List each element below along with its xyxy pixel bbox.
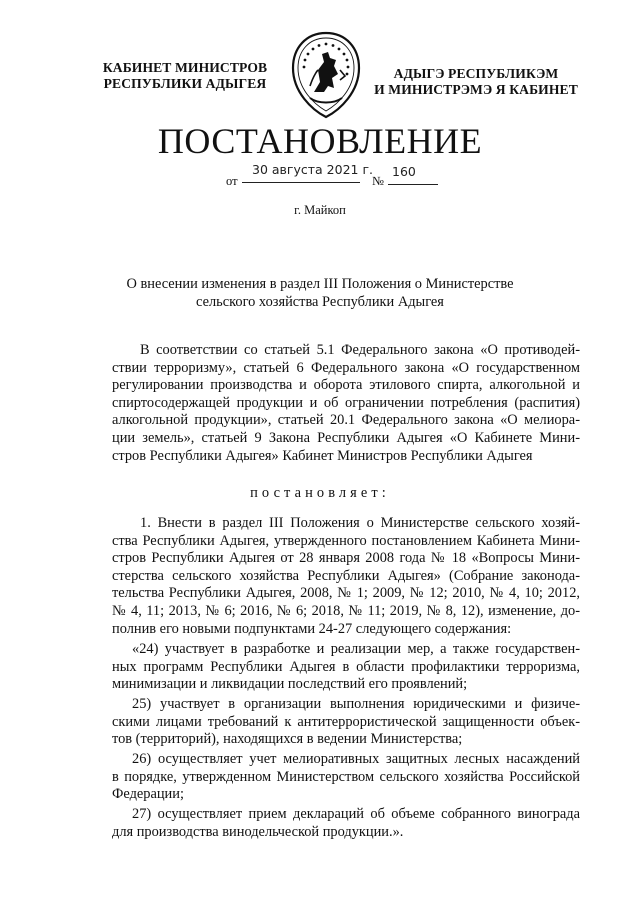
subitem-24-paragraph [112,641,580,694]
document-title: ПОСТАНОВЛЕНИЕ [157,121,483,161]
text-line: В соответствии со статьей 5.1 Федерального закона «О противодей- [140,342,580,358]
text-line: алкогольной продукции», статьей 20.1 Федерального закона «О мелиора- [112,412,580,429]
number-underline [388,184,438,185]
text-line: № 4, 11; 2013, № 6; 2016, № 6; 2018, № 11; 2019, № 8, 12), изменение, до- [112,602,580,619]
issuer-name-line: И МИНИСТРЭМЭ Я КАБИНЕТ [374,82,578,97]
issue-city: г. Майкоп [294,203,346,217]
subject-line: О внесении изменения в раздел III Положения о Министерстве [126,276,514,292]
text-line: тов (территорий), находящихся в ведении Министерства; [112,731,463,748]
text-line: скими лицами требований к антитеррористической защищенности объек- [112,713,580,730]
text-line: ства Республики Адыгея, утвержденного постановлением Кабинета Мини- [112,532,580,549]
item-1-paragraph [112,515,580,638]
text-line: Федерации; [112,786,184,803]
republic-of-adygea-coat-of-arms-icon [288,30,364,120]
text-line: полнив его новыми подпунктами 24-27 следующего содержания: [112,620,512,637]
text-line: ции земель», статьей 9 Закона Республики Адыгея «О Кабинете Мини- [112,429,580,446]
issuer-name-line: РЕСПУБЛИКИ АДЫГЕЯ [103,76,267,91]
text-line: стров Республики Адыгея» Кабинет Министров Республики Адыгея [112,447,533,464]
document-number: 160 [392,164,416,179]
text-line: минимизации и ликвидации последствий его проявлений; [112,676,468,693]
number-label: № [372,174,384,188]
text-line: 25) участвует в организации выполнения юридическими и физиче- [132,696,580,712]
text-line: ствии терроризму», статьей 6 Федерального закона «О государственном [112,359,580,376]
text-line: «24) участвует в разработке и реализации мер, а также государствен- [132,641,580,657]
document-subject [80,276,560,311]
document-date: 30 августа 2021 г. [252,162,373,177]
subitem-27-paragraph [112,806,580,841]
subitem-26-paragraph [112,751,580,804]
resolves-word: постановляет: [250,485,390,501]
issuer-name-russian [100,60,270,92]
text-line: тельства Республики Адыгея, 2008, № 1; 2009, № 12; 2010, № 4, 10; 2012, [112,585,580,602]
text-line: стров Республики Адыгея от 28 января 2008 года № 18 «Вопросы Мини- [112,550,580,567]
text-line: 27) осуществляет прием деклараций об объеме собранного винограда [132,806,580,822]
issuer-name-line: АДЫГЭ РЕСПУБЛИКЭМ [393,66,559,81]
text-line: ных программ Республики Адыгея в области профилактики терроризма, [112,658,580,675]
issuer-name-line: КАБИНЕТ МИНИСТРОВ [102,60,268,75]
subitem-25-paragraph [112,696,580,749]
text-line: спиртосодержащей продукции и об ограничении потребления (распития) [112,394,580,411]
date-number-line [0,160,640,192]
text-line: 1. Внести в раздел III Положения о Министерстве сельского хозяй- [140,515,580,531]
text-line: стерства сельского хозяйства Республики Адыгея» (Собрание законода- [112,567,580,584]
subject-line: сельского хозяйства Республики Адыгея [196,293,444,310]
date-from-label: от [226,174,238,188]
issuer-name-adyghe [372,66,580,98]
text-line: в порядке, утвержденном Министерством сельского хозяйства Российской [112,768,580,785]
text-line: для производства винодельческой продукции.». [112,823,404,840]
preamble-paragraph [112,342,580,465]
text-line: регулировании производства и оборота этилового спирта, алкогольной и [112,377,580,394]
text-line: 26) осуществляет учет мелиоративных защитных лесных насаждений [132,751,580,767]
date-underline [242,182,360,183]
